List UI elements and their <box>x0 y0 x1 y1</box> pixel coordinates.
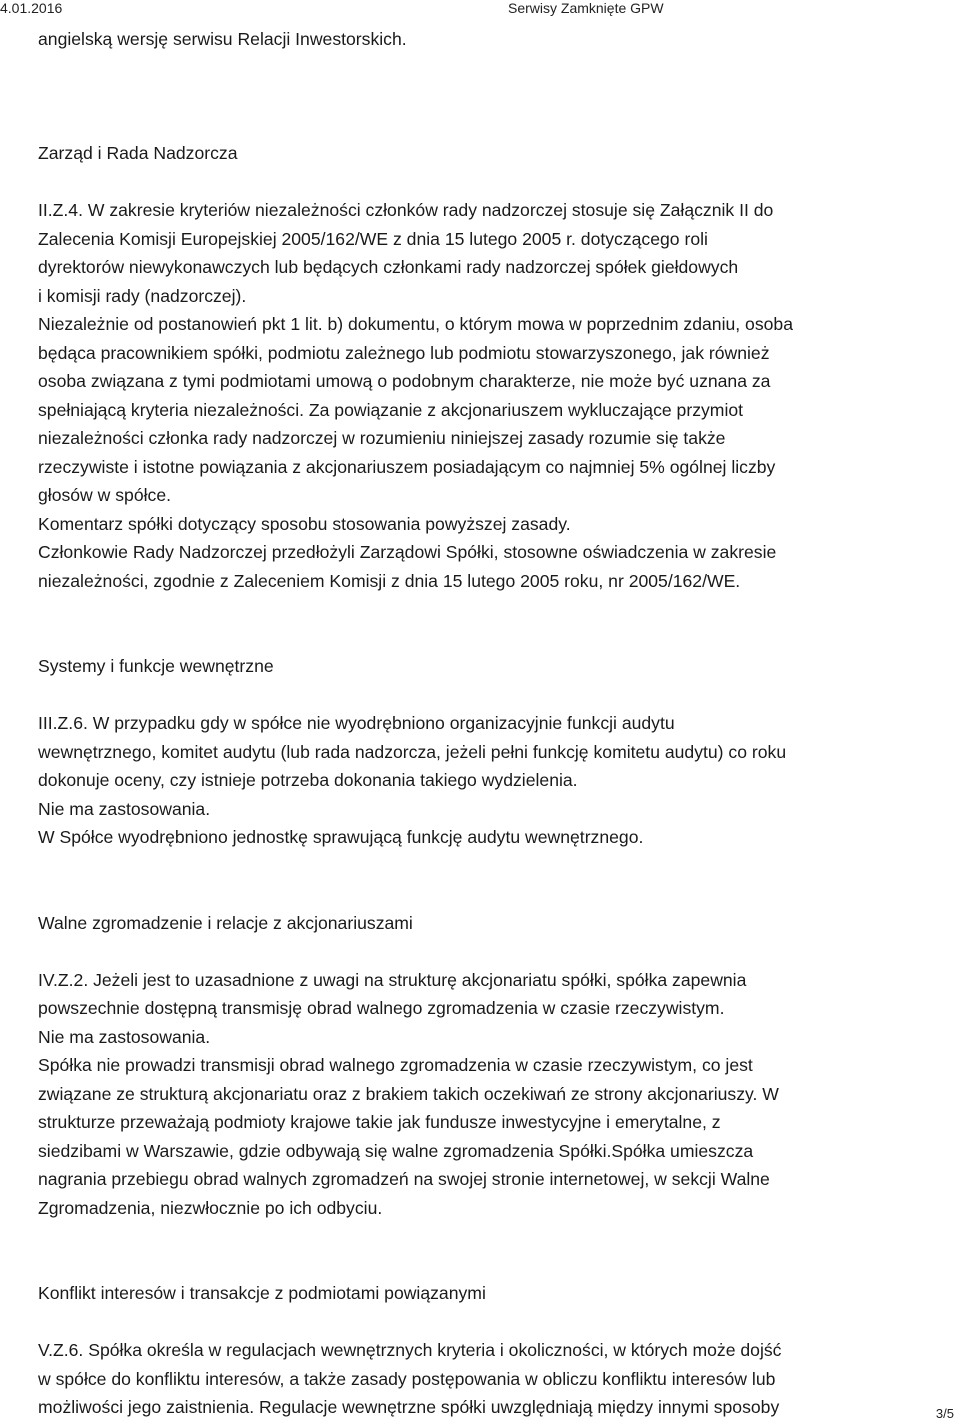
text-line: W Spółce wyodrębniono jednostkę sprawującą funkcję audytu wewnętrznego. <box>38 827 644 847</box>
text-line: rzeczywiste i istotne powiązania z akcjonariuszem posiadającym co najmniej 5% ogólnej liczby <box>38 456 776 477</box>
text-line: siedzibami w Warszawie, gdzie odbywają się walne zgromadzenia Spółki.Spółka umieszcza <box>38 1140 754 1161</box>
text-line: Nie ma zastosowania. <box>38 1026 211 1047</box>
text-line: dokonuje oceny, czy istnieje potrzeba dokonania takiego wydzielenia. <box>38 770 578 790</box>
text-line: strukturze przeważają podmioty krajowe takie jak fundusze inwestycyjne i emerytalne, z <box>38 1112 721 1132</box>
text-line: II.Z.4. W zakresie kryteriów niezależności członków rady nadzorczej stosuje się Załącznik II do <box>38 200 774 220</box>
text-line: Zgromadzenia, niezwłocznie po ich odbyciu. <box>38 1197 383 1218</box>
text-line: spełniającą kryteria niezależności. Za powiązanie z akcjonariuszem wykluczające przymiot <box>38 399 744 420</box>
text-line: wewnętrznego, komitet audytu (lub rada nadzorcza, jeżeli pełni funkcję komitetu audytu) co roku <box>38 741 787 762</box>
section-title-board: Zarząd i Rada Nadzorcza <box>38 143 238 163</box>
text-line: IV.Z.2. Jeżeli jest to uzasadnione z uwagi na strukturę akcjonariatu spółki, spółka zapewnia <box>38 969 747 990</box>
text-line: Spółka nie prowadzi transmisji obrad walnego zgromadzenia w czasie rzeczywistym, co jest <box>38 1055 753 1075</box>
section-title-internal-systems: Systemy i funkcje wewnętrzne <box>38 656 274 676</box>
text-line: Zalecenia Komisji Europejskiej 2005/162/WE z dnia 15 lutego 2005 r. dotyczącego roli <box>38 228 708 249</box>
text-line: Komentarz spółki dotyczący sposobu stosowania powyższej zasady. <box>38 513 571 534</box>
text-line: nagrania przebiegu obrad walnych zgromadzeń na swojej stronie internetowej, w sekcji Walne <box>38 1169 770 1189</box>
text-line: głosów w spółce. <box>38 485 171 505</box>
text-line: V.Z.6. Spółka określa w regulacjach wewnętrznych kryteria i okoliczności, w których może dojść <box>38 1340 782 1360</box>
section-body-board <box>38 196 938 595</box>
text-line: Członkowie Rady Nadzorczej przedłożyli Zarządowi Spółki, stosowne oświadczenia w zakresie <box>38 542 777 562</box>
section-title-general-meeting: Walne zgromadzenie i relacje z akcjonariuszami <box>38 912 413 933</box>
text-line: osoba związana z tymi podmiotami umową o podobnym charakterze, nie może być uznana za <box>38 371 771 391</box>
text-line: niezależności, zgodnie z Zaleceniem Komisji z dnia 15 lutego 2005 roku, nr 2005/162/WE. <box>38 570 741 591</box>
text-line: związane ze strukturą akcjonariatu oraz z brakiem takich oczekiwań ze strony akcjonariuszy. W <box>38 1083 779 1104</box>
section-body-general-meeting <box>38 966 938 1223</box>
document-body <box>38 25 938 1422</box>
text-line: Nie ma zastosowania. <box>38 798 211 819</box>
text-line: i komisji rady (nadzorczej). <box>38 285 247 306</box>
text-line: możliwości jego zaistnienia. Regulacje wewnętrzne spółki uwzględniają między innymi sposoby <box>38 1397 780 1417</box>
text-line: będąca pracownikiem spółki, podmiotu zależnego lub podmiotu stowarzyszonego, jak również <box>38 342 770 363</box>
header-date: 4.01.2016 <box>0 0 63 16</box>
section-title-conflict-of-interest: Konflikt interesów i transakcje z podmiotami powiązanymi <box>38 1283 486 1303</box>
intro-line: angielską wersję serwisu Relacji Inwestorskich. <box>38 29 407 49</box>
text-line: dyrektorów niewykonawczych lub będących członkami rady nadzorczej spółek giełdowych <box>38 257 739 277</box>
section-body-internal-systems <box>38 709 938 852</box>
text-line: w spółce do konfliktu interesów, a także zasady postępowania w obliczu konfliktu interesów lub <box>38 1368 776 1389</box>
text-line: Niezależnie od postanowień pkt 1 lit. b) dokumentu, o którym mowa w poprzednim zdaniu, osoba <box>38 314 793 334</box>
page-number: 3/5 <box>935 1406 954 1421</box>
section-body-conflict-of-interest <box>38 1336 938 1422</box>
text-line: niezależności członka rady nadzorczej w rozumieniu niniejszej zasady rozumie się także <box>38 428 726 448</box>
text-line: III.Z.6. W przypadku gdy w spółce nie wyodrębniono organizacyjnie funkcji audytu <box>38 713 675 733</box>
header-title: Serwisy Zamknięte GPW <box>508 0 664 16</box>
text-line: powszechnie dostępną transmisję obrad walnego zgromadzenia w czasie rzeczywistym. <box>38 998 725 1018</box>
